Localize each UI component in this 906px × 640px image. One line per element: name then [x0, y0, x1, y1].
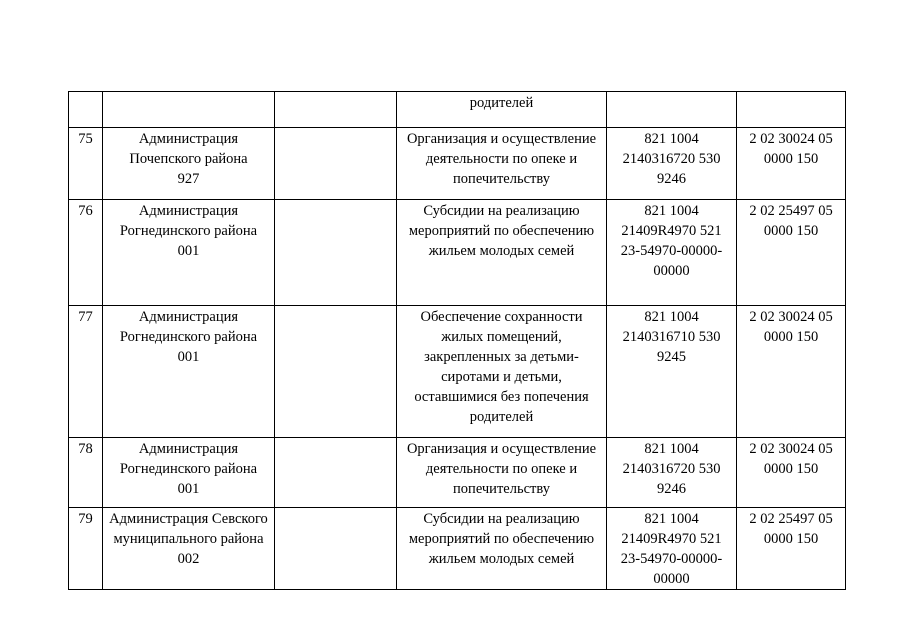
- activity-line: Организация и осуществление: [406, 131, 597, 147]
- recipient-line: Рогнединского района: [119, 461, 258, 477]
- activity-line: оставшимися без попечения: [414, 389, 589, 405]
- code-line: 21409R4970 521: [621, 223, 722, 239]
- empty-cell: [275, 128, 397, 200]
- income-code-cell: [737, 508, 846, 590]
- recipient-line: Рогнединского района: [119, 329, 258, 345]
- recipient-line: Почепского района: [129, 151, 248, 167]
- table-row: [69, 128, 846, 200]
- income-code-cell: [737, 200, 846, 306]
- income-code-line: 0000 150: [763, 151, 819, 167]
- recipient-line: Администрация: [138, 131, 239, 147]
- subsidy-table: [68, 91, 846, 590]
- row-number: 79: [78, 511, 93, 527]
- row-number-cell: [69, 306, 103, 438]
- row-number-cell: [69, 438, 103, 508]
- code-line: 821 1004: [644, 131, 699, 147]
- income-code-cell: [737, 306, 846, 438]
- code-line: 9246: [657, 171, 686, 187]
- row-number: 77: [78, 309, 93, 325]
- activity-line: жильем молодых семей: [428, 243, 575, 259]
- row-number-cell: [69, 92, 103, 128]
- code-line: 23-54970-00000-: [620, 551, 723, 567]
- row-number: 76: [78, 203, 93, 219]
- income-code-line: 2 02 25497 05: [749, 511, 833, 527]
- code-line: 00000: [653, 571, 690, 587]
- income-code-line: 0000 150: [763, 531, 819, 547]
- code-line: 00000: [653, 263, 690, 279]
- activity-line: деятельности по опеке и: [425, 151, 578, 167]
- recipient-line: Администрация: [138, 203, 239, 219]
- recipient-line: 001: [177, 481, 200, 497]
- recipient-cell: [103, 508, 275, 590]
- code-line: 23-54970-00000-: [620, 243, 723, 259]
- table-row: [69, 200, 846, 306]
- activity-line: сиротами и детьми,: [441, 369, 562, 385]
- activity-line: попечительству: [453, 171, 550, 187]
- recipient-line: 002: [177, 551, 200, 567]
- recipient-line: Администрация: [138, 441, 239, 457]
- recipient-line: 001: [177, 349, 200, 365]
- recipient-cell: [103, 438, 275, 508]
- table-row: [69, 438, 846, 508]
- income-code-line: 0000 150: [763, 223, 819, 239]
- row-number-cell: [69, 200, 103, 306]
- code-line: 9246: [657, 481, 686, 497]
- recipient-line: Рогнединского района: [119, 223, 258, 239]
- activity-line: попечительству: [453, 481, 550, 497]
- activity-line: жильем молодых семей: [428, 551, 575, 567]
- code-cell: [607, 92, 737, 128]
- recipient-cell: [103, 92, 275, 128]
- code-cell: [607, 128, 737, 200]
- activity-line: жилых помещений,: [441, 329, 562, 345]
- code-line: 9245: [657, 349, 686, 365]
- activity-line: Субсидии на реализацию: [423, 511, 580, 527]
- income-code-line: 0000 150: [763, 461, 819, 477]
- code-cell: [607, 200, 737, 306]
- table-row: [69, 92, 846, 128]
- recipient-cell: [103, 200, 275, 306]
- code-line: 2140316710 530: [622, 329, 721, 345]
- activity-line: Организация и осуществление: [406, 441, 597, 457]
- activity-cell: [397, 306, 607, 438]
- recipient-line: 927: [177, 171, 200, 187]
- income-code-cell: [737, 128, 846, 200]
- income-code-cell: [737, 438, 846, 508]
- income-code-line: 2 02 25497 05: [749, 203, 833, 219]
- code-line: 821 1004: [644, 511, 699, 527]
- code-cell: [607, 508, 737, 590]
- empty-cell: [275, 306, 397, 438]
- empty-cell: [275, 200, 397, 306]
- recipient-cell: [103, 128, 275, 200]
- activity-line: мероприятий по обеспечению: [408, 531, 595, 547]
- recipient-cell: [103, 306, 275, 438]
- income-code-line: 2 02 30024 05: [749, 309, 833, 325]
- activity-line: родителей: [469, 409, 534, 425]
- activity-cell: [397, 128, 607, 200]
- code-line: 821 1004: [644, 309, 699, 325]
- recipient-line: 001: [177, 243, 200, 259]
- activity-line: родителей: [469, 95, 534, 111]
- income-code-line: 0000 150: [763, 329, 819, 345]
- activity-cell: [397, 92, 607, 128]
- recipient-line: муниципального района: [113, 531, 264, 547]
- row-number-cell: [69, 508, 103, 590]
- income-code-line: 2 02 30024 05: [749, 131, 833, 147]
- row-number-cell: [69, 128, 103, 200]
- code-line: 21409R4970 521: [621, 531, 722, 547]
- activity-cell: [397, 508, 607, 590]
- activity-line: закрепленных за детьми-: [424, 349, 579, 365]
- activity-line: Субсидии на реализацию: [423, 203, 580, 219]
- activity-line: деятельности по опеке и: [425, 461, 578, 477]
- row-number: 78: [78, 441, 93, 457]
- activity-cell: [397, 200, 607, 306]
- income-code-line: 2 02 30024 05: [749, 441, 833, 457]
- row-number: 75: [78, 131, 93, 147]
- code-cell: [607, 306, 737, 438]
- activity-cell: [397, 438, 607, 508]
- code-line: 2140316720 530: [622, 151, 721, 167]
- activity-line: мероприятий по обеспечению: [408, 223, 595, 239]
- activity-line: Обеспечение сохранности: [420, 309, 583, 325]
- empty-cell: [275, 508, 397, 590]
- recipient-line: Администрация: [138, 309, 239, 325]
- code-line: 821 1004: [644, 203, 699, 219]
- income-code-cell: [737, 92, 846, 128]
- code-line: 821 1004: [644, 441, 699, 457]
- code-line: 2140316720 530: [622, 461, 721, 477]
- empty-cell: [275, 438, 397, 508]
- recipient-line: Администрация Севского: [109, 511, 268, 527]
- code-cell: [607, 438, 737, 508]
- table-row: [69, 508, 846, 590]
- table-row: [69, 306, 846, 438]
- empty-cell: [275, 92, 397, 128]
